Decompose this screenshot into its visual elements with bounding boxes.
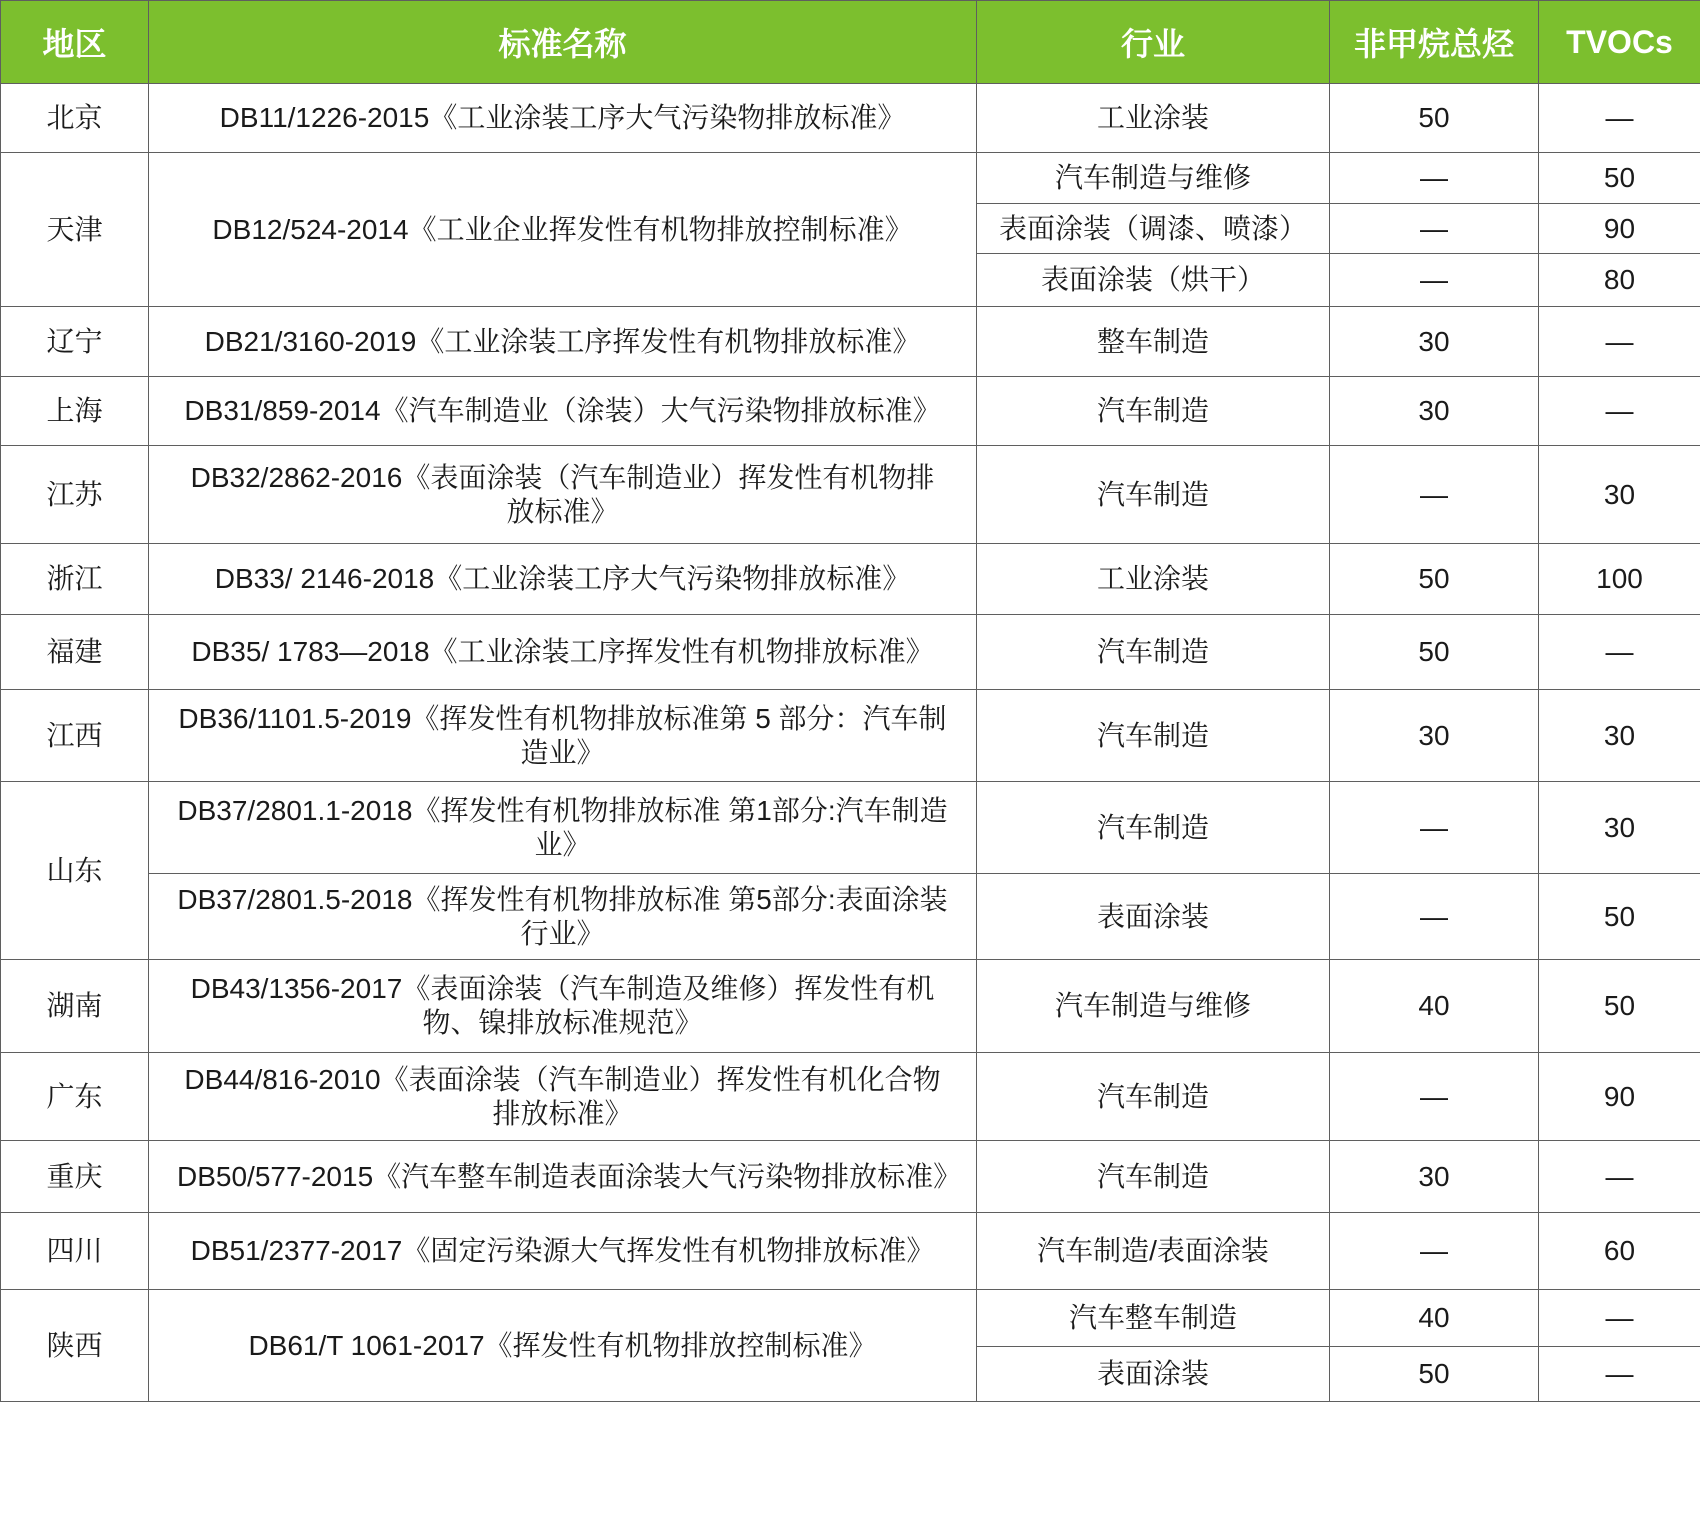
region-cell: 浙江 [1, 544, 149, 615]
standard-cell: DB61/T 1061-2017《挥发性有机物排放控制标准》 [149, 1290, 977, 1402]
nmhc-cell: — [1330, 204, 1539, 254]
tvocs-cell: 50 [1539, 874, 1700, 960]
table-row [1, 960, 1700, 1053]
industry-cell: 汽车制造与维修 [977, 960, 1330, 1053]
industry-cell: 汽车制造 [977, 782, 1330, 874]
nmhc-cell: — [1330, 874, 1539, 960]
industry-cell: 汽车制造 [977, 615, 1330, 690]
tvocs-cell: — [1539, 1141, 1700, 1213]
table-row [1, 615, 1700, 690]
standard-cell: DB32/2862-2016《表面涂装（汽车制造业）挥发性有机物排放标准》 [149, 446, 977, 544]
region-cell: 重庆 [1, 1141, 149, 1213]
nmhc-cell: 50 [1330, 615, 1539, 690]
table-row [1, 153, 1700, 204]
tvocs-cell: 90 [1539, 1053, 1700, 1141]
tvocs-cell: — [1539, 307, 1700, 377]
nmhc-cell: 40 [1330, 1290, 1539, 1347]
industry-cell: 汽车制造 [977, 690, 1330, 782]
tvocs-cell: — [1539, 1290, 1700, 1347]
table-row [1, 1053, 1700, 1141]
tvocs-cell: 100 [1539, 544, 1700, 615]
table-row [1, 1213, 1700, 1290]
standard-cell: DB51/2377-2017《固定污染源大气挥发性有机物排放标准》 [149, 1213, 977, 1290]
standard-cell: DB35/ 1783—2018《工业涂装工序挥发性有机物排放标准》 [149, 615, 977, 690]
table-body [1, 84, 1700, 1402]
tvocs-cell: 80 [1539, 254, 1700, 307]
region-cell: 陕西 [1, 1290, 149, 1402]
tvocs-cell: 50 [1539, 153, 1700, 204]
standard-cell: DB33/ 2146-2018《工业涂装工序大气污染物排放标准》 [149, 544, 977, 615]
industry-cell: 汽车制造与维修 [977, 153, 1330, 204]
standard-cell: DB11/1226-2015《工业涂装工序大气污染物排放标准》 [149, 84, 977, 153]
header-tvocs: TVOCs [1539, 1, 1700, 84]
region-cell: 北京 [1, 84, 149, 153]
header-region: 地区 [1, 1, 149, 84]
industry-cell: 表面涂装 [977, 874, 1330, 960]
table-row [1, 1141, 1700, 1213]
table-row [1, 1290, 1700, 1347]
industry-cell: 工业涂装 [977, 544, 1330, 615]
nmhc-cell: 50 [1330, 544, 1539, 615]
region-cell: 上海 [1, 377, 149, 446]
industry-cell: 工业涂装 [977, 84, 1330, 153]
nmhc-cell: — [1330, 1213, 1539, 1290]
header-nmhc: 非甲烷总烃 [1330, 1, 1539, 84]
nmhc-cell: — [1330, 1053, 1539, 1141]
tvocs-cell: — [1539, 377, 1700, 446]
header-row [1, 1, 1700, 84]
nmhc-cell: 30 [1330, 1141, 1539, 1213]
region-cell: 广东 [1, 1053, 149, 1141]
tvocs-cell: 30 [1539, 690, 1700, 782]
industry-cell: 汽车制造 [977, 446, 1330, 544]
table-row [1, 690, 1700, 782]
table-row [1, 307, 1700, 377]
region-cell: 江苏 [1, 446, 149, 544]
industry-cell: 整车制造 [977, 307, 1330, 377]
table-row [1, 782, 1700, 874]
header-industry: 行业 [977, 1, 1330, 84]
nmhc-cell: — [1330, 446, 1539, 544]
standard-cell: DB43/1356-2017《表面涂装（汽车制造及维修）挥发性有机物、镍排放标准规范》 [149, 960, 977, 1053]
tvocs-cell: — [1539, 615, 1700, 690]
tvocs-cell: — [1539, 84, 1700, 153]
tvocs-cell: 30 [1539, 446, 1700, 544]
standard-cell: DB21/3160-2019《工业涂装工序挥发性有机物排放标准》 [149, 307, 977, 377]
region-cell: 福建 [1, 615, 149, 690]
header-standard: 标准名称 [149, 1, 977, 84]
industry-cell: 表面涂装（烘干） [977, 254, 1330, 307]
industry-cell: 汽车整车制造 [977, 1290, 1330, 1347]
industry-cell: 汽车制造/表面涂装 [977, 1213, 1330, 1290]
table-row [1, 377, 1700, 446]
tvocs-cell: — [1539, 1347, 1700, 1402]
table-row [1, 544, 1700, 615]
region-cell: 辽宁 [1, 307, 149, 377]
industry-cell: 汽车制造 [977, 377, 1330, 446]
tvocs-cell: 30 [1539, 782, 1700, 874]
industry-cell: 表面涂装 [977, 1347, 1330, 1402]
standard-cell: DB37/2801.1-2018《挥发性有机物排放标准 第1部分:汽车制造业》 [149, 782, 977, 874]
region-cell: 湖南 [1, 960, 149, 1053]
standard-cell: DB12/524-2014《工业企业挥发性有机物排放控制标准》 [149, 153, 977, 307]
nmhc-cell: — [1330, 153, 1539, 204]
nmhc-cell: — [1330, 782, 1539, 874]
table-row [1, 84, 1700, 153]
industry-cell: 表面涂装（调漆、喷漆） [977, 204, 1330, 254]
table-row [1, 446, 1700, 544]
tvocs-cell: 90 [1539, 204, 1700, 254]
nmhc-cell: 50 [1330, 1347, 1539, 1402]
region-cell: 天津 [1, 153, 149, 307]
industry-cell: 汽车制造 [977, 1053, 1330, 1141]
standard-cell: DB31/859-2014《汽车制造业（涂装）大气污染物排放标准》 [149, 377, 977, 446]
nmhc-cell: 30 [1330, 377, 1539, 446]
standard-cell: DB50/577-2015《汽车整车制造表面涂装大气污染物排放标准》 [149, 1141, 977, 1213]
nmhc-cell: 50 [1330, 84, 1539, 153]
nmhc-cell: 30 [1330, 690, 1539, 782]
tvocs-cell: 50 [1539, 960, 1700, 1053]
region-cell: 江西 [1, 690, 149, 782]
nmhc-cell: — [1330, 254, 1539, 307]
industry-cell: 汽车制造 [977, 1141, 1330, 1213]
standard-cell: DB36/1101.5-2019《挥发性有机物排放标准第 5 部分：汽车制造业》 [149, 690, 977, 782]
region-cell: 山东 [1, 782, 149, 960]
standard-cell: DB44/816-2010《表面涂装（汽车制造业）挥发性有机化合物排放标准》 [149, 1053, 977, 1141]
standard-cell: DB37/2801.5-2018《挥发性有机物排放标准 第5部分:表面涂装行业》 [149, 874, 977, 960]
nmhc-cell: 30 [1330, 307, 1539, 377]
tvocs-cell: 60 [1539, 1213, 1700, 1290]
nmhc-cell: 40 [1330, 960, 1539, 1053]
table-row [1, 874, 1700, 960]
region-cell: 四川 [1, 1213, 149, 1290]
